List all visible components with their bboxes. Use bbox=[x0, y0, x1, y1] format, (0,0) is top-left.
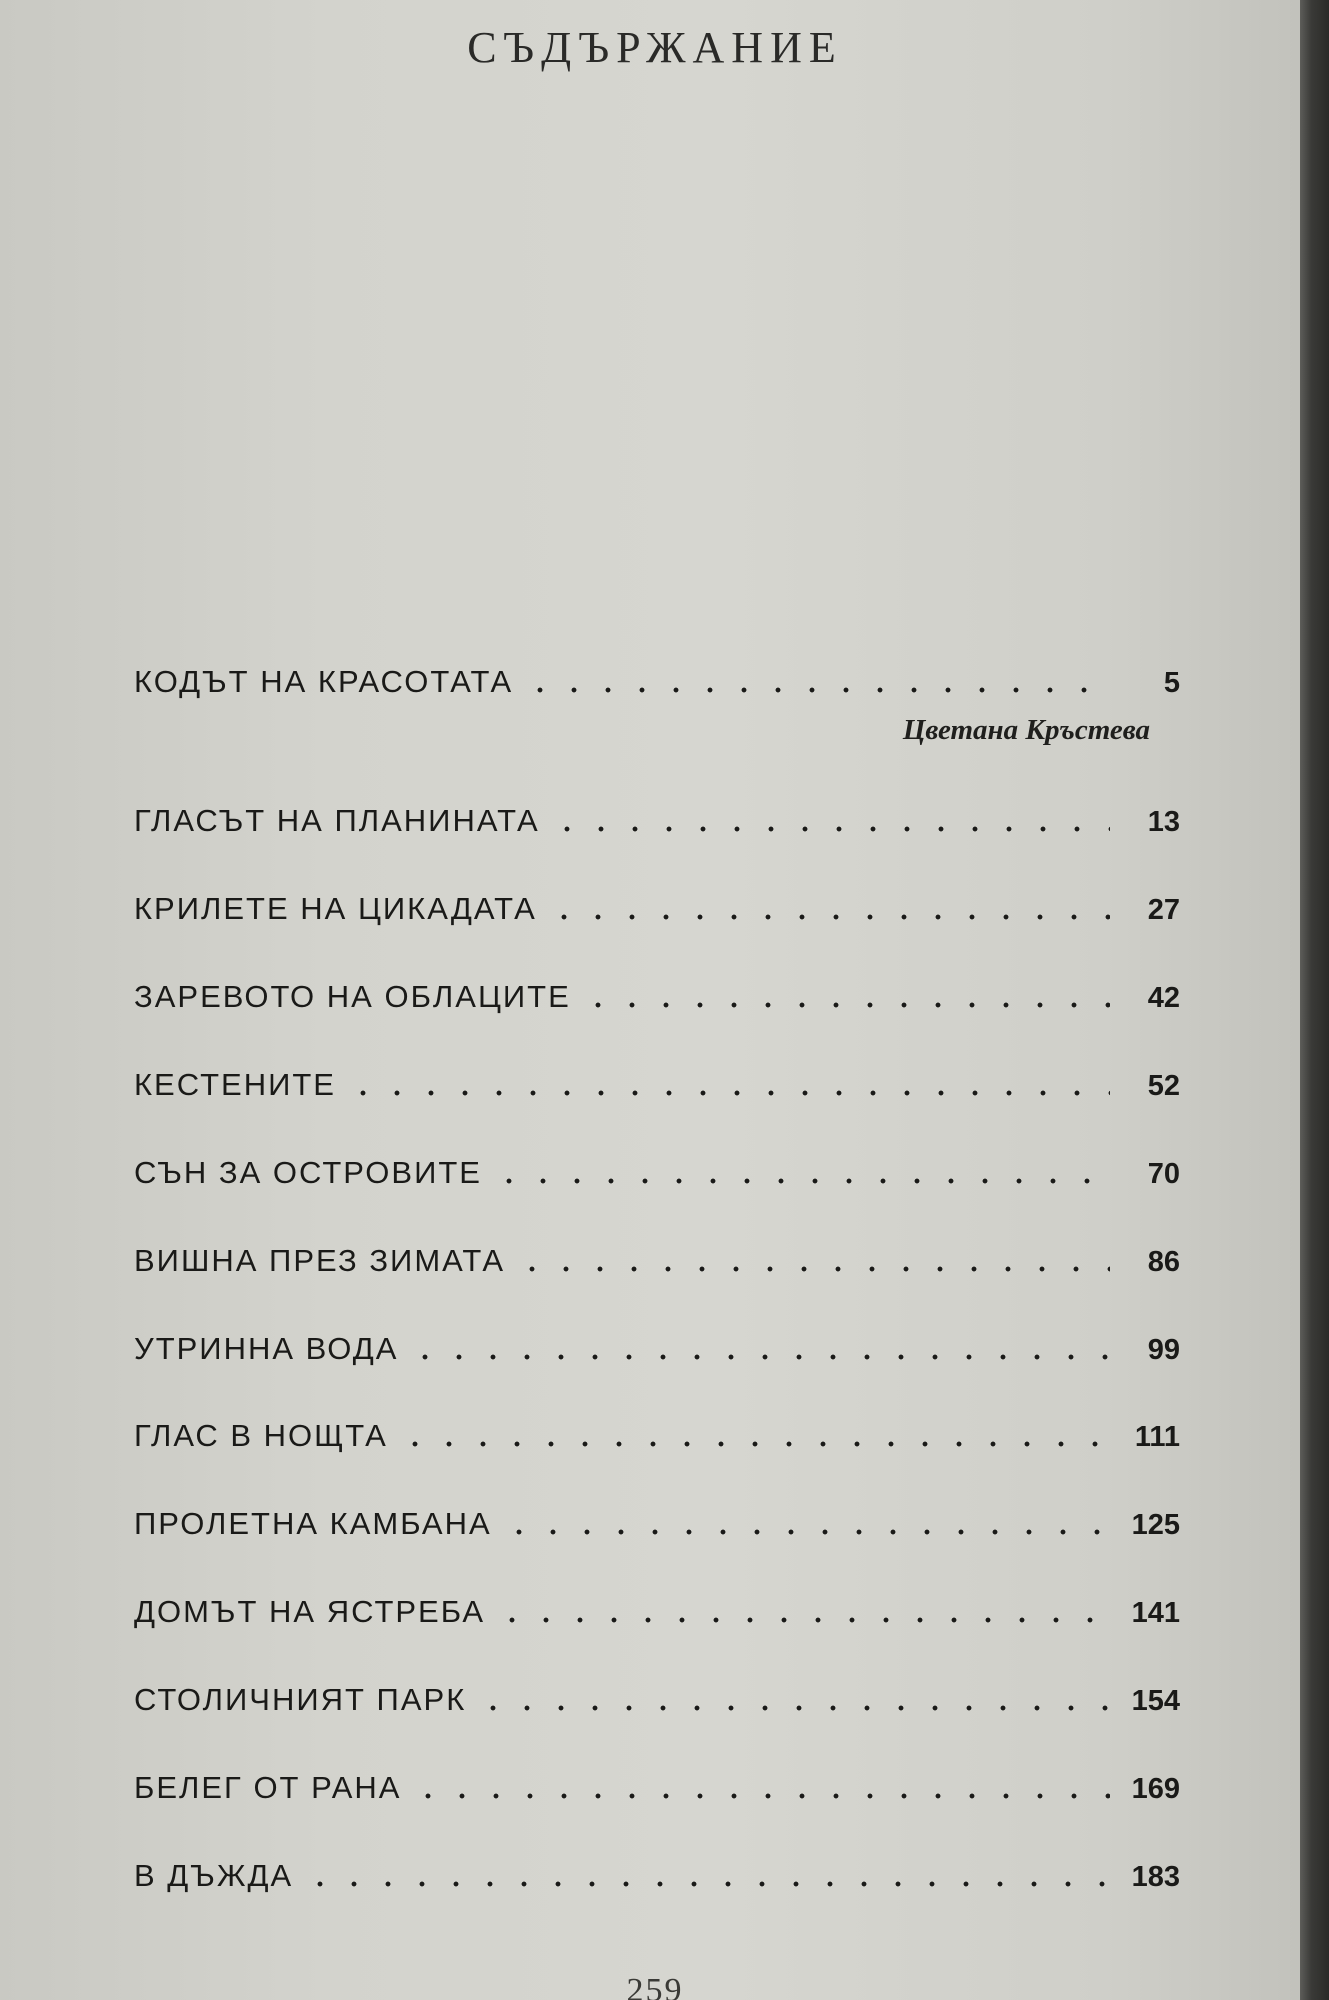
toc-entry-title: КРИЛЕТЕ НА ЦИКАДАТА bbox=[134, 891, 537, 926]
toc-entry-title: ГЛАС В НОЩТА bbox=[134, 1418, 388, 1453]
toc-entry bbox=[134, 1327, 1180, 1367]
toc-entry-page: 13 bbox=[1147, 806, 1180, 838]
dot-leader bbox=[581, 1002, 1110, 1008]
page-title: СЪДЪРЖАНИЕ bbox=[467, 23, 843, 72]
toc-entry bbox=[134, 1590, 1180, 1630]
dot-leader bbox=[515, 1266, 1110, 1272]
dot-leader bbox=[523, 687, 1110, 693]
dot-leader bbox=[476, 1705, 1110, 1711]
toc-entry-page: 42 bbox=[1147, 982, 1180, 1014]
toc-entry-page: 183 bbox=[1131, 1861, 1180, 1893]
dot-leader bbox=[346, 1090, 1110, 1096]
toc-entry bbox=[134, 975, 1180, 1015]
toc-entry-page: 141 bbox=[1131, 1597, 1180, 1629]
toc-entry-title: ВИШНА ПРЕЗ ЗИМАТА bbox=[134, 1243, 506, 1278]
dot-leader bbox=[492, 1178, 1110, 1184]
toc-entry bbox=[134, 887, 1180, 927]
dot-leader bbox=[502, 1529, 1110, 1535]
toc-entry-title: УТРИННА ВОДА bbox=[134, 1331, 399, 1366]
toc-entry-page: 125 bbox=[1131, 1509, 1180, 1541]
toc-entry bbox=[134, 1766, 1180, 1806]
book-spine-edge bbox=[1300, 0, 1329, 2000]
toc-entry-title: КОДЪТ НА КРАСОТАТА bbox=[134, 664, 514, 699]
toc-entry bbox=[134, 660, 1180, 700]
toc-entry bbox=[134, 1502, 1180, 1542]
dot-leader bbox=[495, 1617, 1110, 1623]
toc-entry-title: БЕЛЕГ ОТ РАНА bbox=[134, 1770, 402, 1805]
toc-entry-title: ДОМЪТ НА ЯСТРЕБА bbox=[134, 1594, 486, 1629]
toc-entry-page: 86 bbox=[1147, 1246, 1180, 1278]
toc-entry-title: ГЛАСЪТ НА ПЛАНИНАТА bbox=[134, 803, 540, 838]
toc-entry-title: СТОЛИЧНИЯТ ПАРК bbox=[134, 1682, 467, 1717]
toc-entry-page: 27 bbox=[1147, 894, 1180, 926]
toc-entry-page: 154 bbox=[1131, 1685, 1180, 1717]
toc-entry-page: 70 bbox=[1147, 1158, 1180, 1190]
toc-entry bbox=[134, 799, 1180, 839]
toc-entry-page: 52 bbox=[1147, 1070, 1180, 1102]
toc-entry-title: СЪН ЗА ОСТРОВИТЕ bbox=[134, 1155, 482, 1190]
toc-entry bbox=[134, 1239, 1180, 1279]
dot-leader bbox=[303, 1881, 1110, 1887]
toc-entry-title: В ДЪЖДА bbox=[134, 1858, 294, 1893]
toc-entry bbox=[134, 1151, 1180, 1191]
dot-leader bbox=[408, 1354, 1110, 1360]
toc-entry-page: 99 bbox=[1147, 1334, 1180, 1366]
toc-entry bbox=[134, 1854, 1180, 1894]
toc-entry-page: 5 bbox=[1163, 667, 1180, 699]
page-number: 259 bbox=[626, 1972, 684, 2000]
dot-leader bbox=[550, 826, 1110, 832]
dot-leader bbox=[547, 914, 1110, 920]
dot-leader bbox=[411, 1793, 1110, 1799]
toc-entry bbox=[134, 1063, 1180, 1103]
toc-entry-title: ПРОЛЕТНА КАМБАНА bbox=[134, 1506, 492, 1541]
toc-entry-page: 169 bbox=[1131, 1773, 1180, 1805]
toc-entry-title: ЗАРЕВОТО НА ОБЛАЦИТЕ bbox=[134, 979, 571, 1014]
toc-entry-page: 111 bbox=[1134, 1421, 1180, 1453]
toc-entry bbox=[134, 1414, 1180, 1454]
toc-entry-title: КЕСТЕНИТЕ bbox=[134, 1067, 336, 1102]
author-name: Цветана Кръстева bbox=[902, 714, 1150, 746]
toc-entry bbox=[134, 1678, 1180, 1718]
dot-leader bbox=[398, 1441, 1110, 1447]
